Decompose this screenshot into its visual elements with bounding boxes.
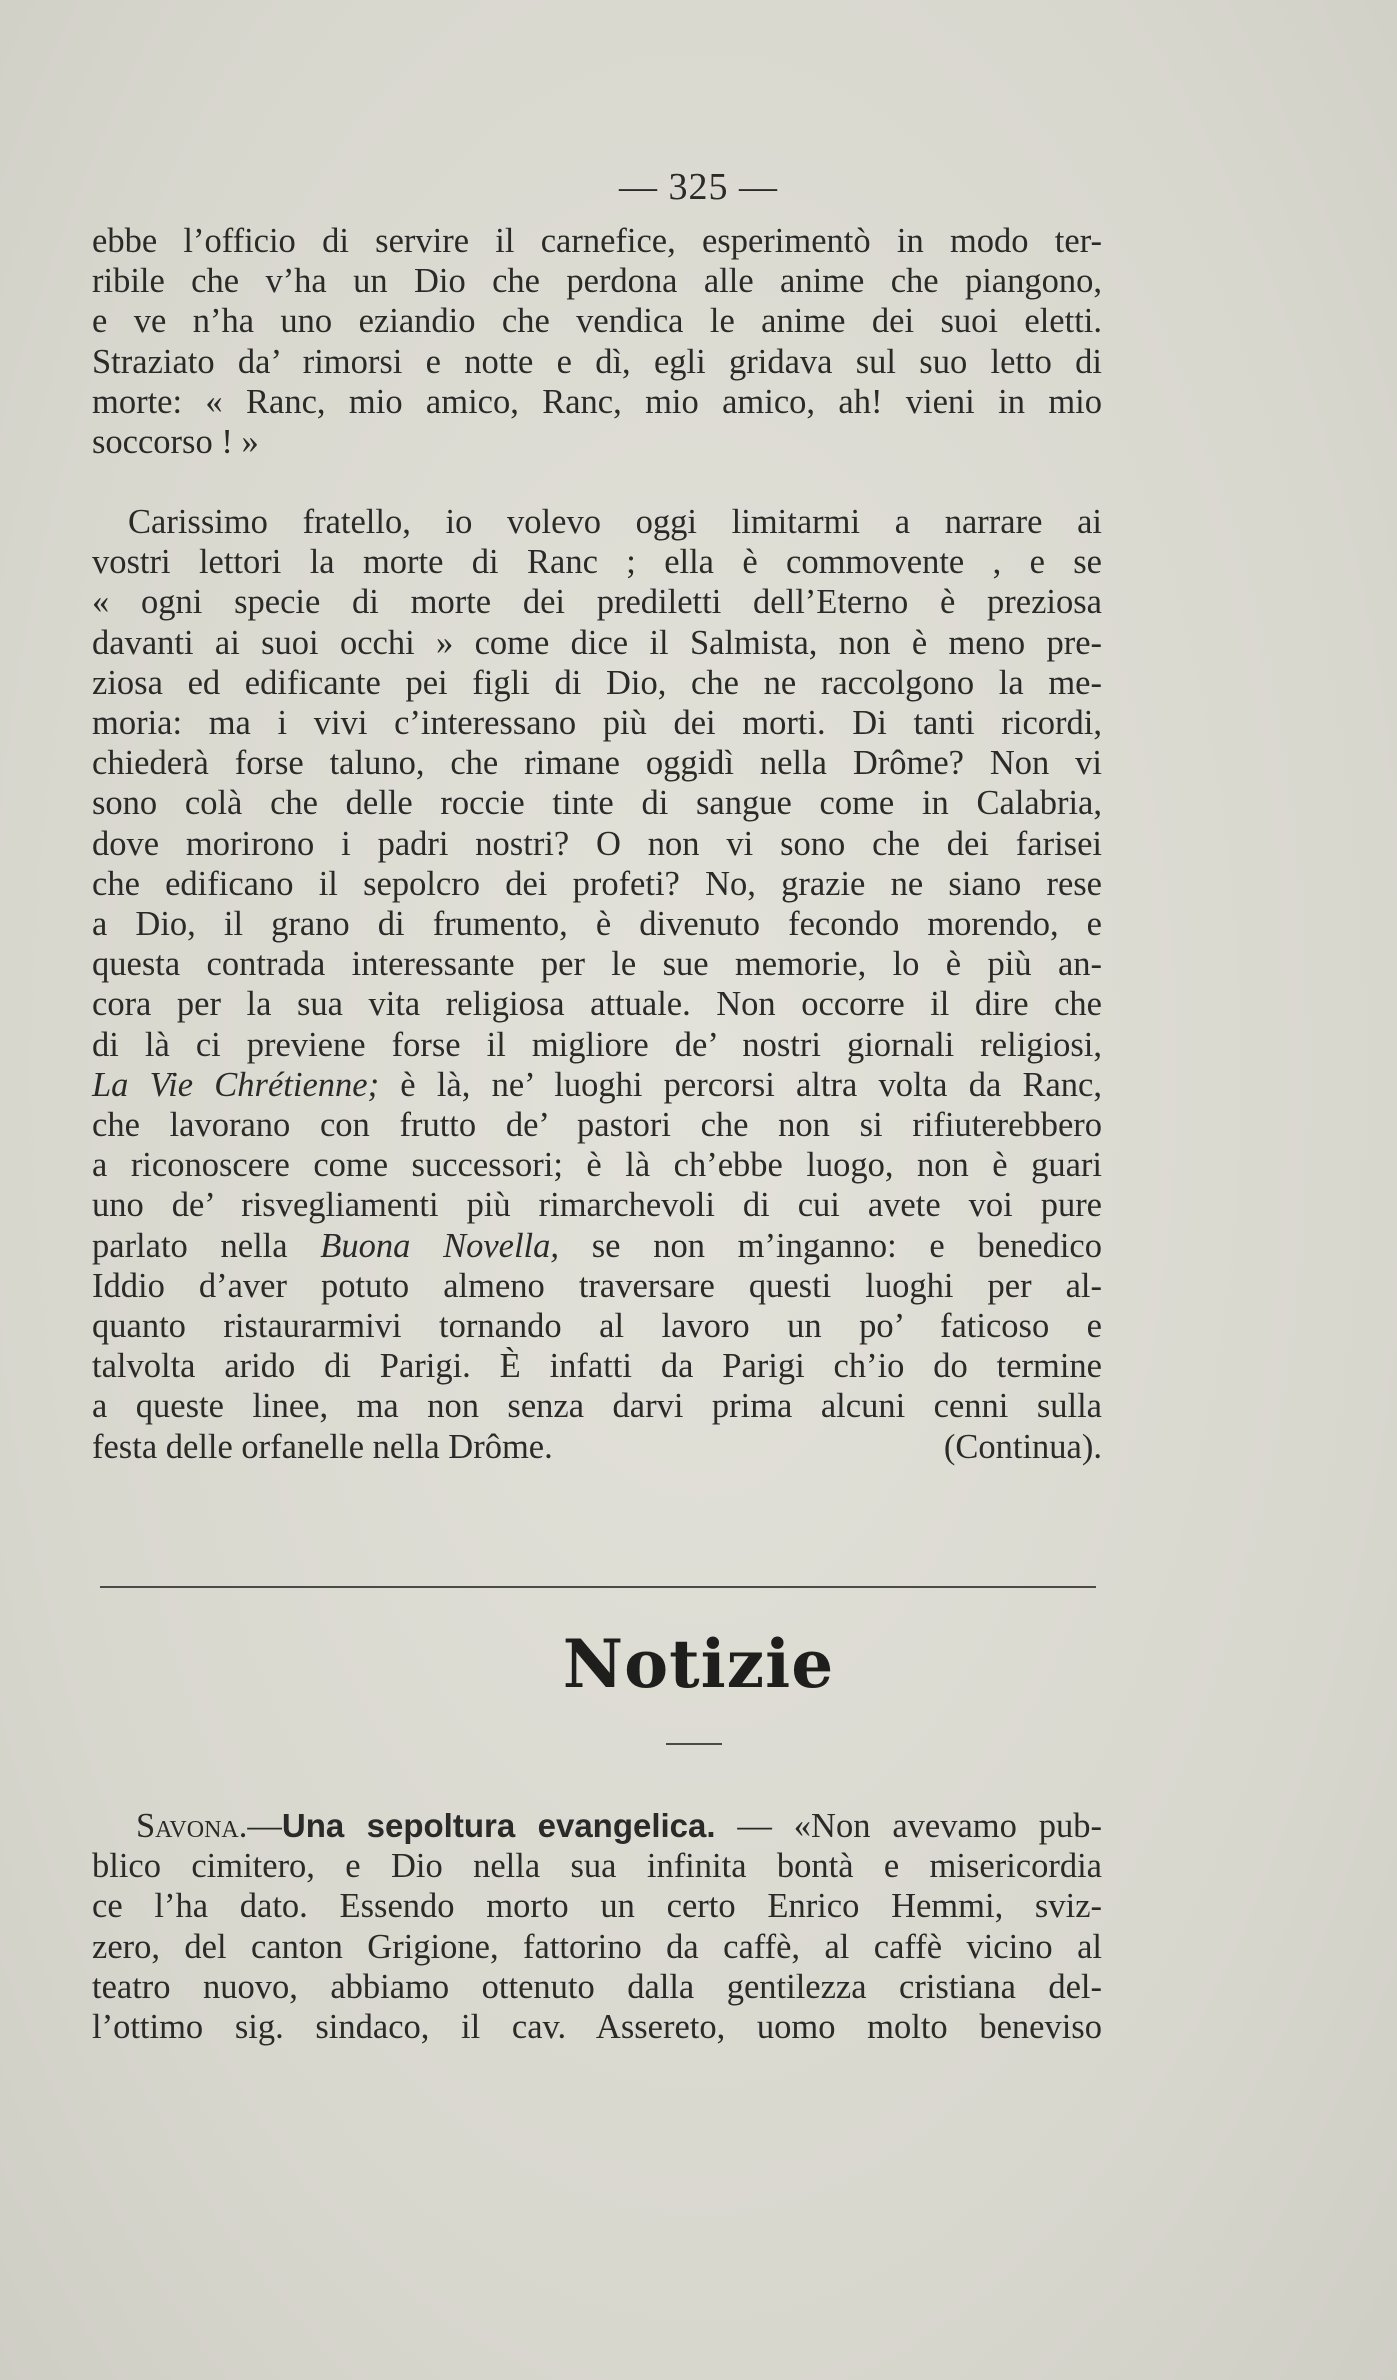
page-number: — 325 —: [619, 166, 778, 208]
text-line: davanti ai suoi occhi » come dice il Salmista, non è meno pre-: [92, 623, 1102, 662]
text-line: « ogni specie di morte dei prediletti dell’Eterno è preziosa: [92, 583, 1102, 622]
section-divider: [100, 1586, 1096, 1588]
text-line: ribile che v’ha un Dio che perdona alle anime che piangono,: [92, 262, 1102, 301]
text-line: ce l’ha dato. Essendo morto un certo Enrico Hemmi, sviz-: [92, 1887, 1102, 1926]
text-line: [92, 1065, 1102, 1105]
text-line: sono colà che delle roccie tinte di sangue come in Calabria,: [92, 784, 1102, 823]
text-line: e ve n’ha uno eziandio che vendica le anime dei suoi eletti.: [92, 302, 1102, 341]
text-fragment: festa delle orfanelle nella Drôme.: [92, 1427, 553, 1466]
text-line: l’ottimo sig. sindaco, il cav. Assereto, uomo molto beneviso: [92, 2008, 1102, 2047]
text-line: [92, 1226, 1102, 1266]
text-line: morte: « Ranc, mio amico, Ranc, mio amico, ah! vieni in mio: [92, 382, 1102, 421]
text-line: questa contrada interessante per le sue memorie, lo è più an-: [92, 945, 1102, 984]
text-line: soccorso ! »: [92, 423, 259, 462]
paragraph-1: [92, 221, 1102, 462]
text-line: teatro nuovo, abbiamo ottenuto dalla gentilezza cristiana del-: [92, 1967, 1102, 2006]
text-line: blico cimitero, e Dio nella sua infinita bontà e misericordia: [92, 1847, 1102, 1886]
text-line: Iddio d’aver potuto almeno traversare questi luoghi per al-: [92, 1266, 1102, 1305]
text-line: uno de’ risvegliamenti più rimarchevoli di cui avete voi pure: [92, 1186, 1102, 1225]
text-line: Carissimo fratello, io volevo oggi limitarmi a narrare ai: [128, 503, 1102, 541]
news-dash: —: [247, 1807, 282, 1845]
text-fragment: è là, ne’ luoghi percorsi altra volta da Ranc,: [379, 1065, 1102, 1104]
text-line: chiederà forse taluno, che rimane oggidì nella Drôme? Non vi: [92, 744, 1102, 783]
text-line: a riconoscere come successori; è là ch’ebbe luogo, non è guari: [92, 1146, 1102, 1185]
text-line: zero, del canton Grigione, fattorino da caffè, al caffè vicino al: [92, 1927, 1102, 1966]
text-line: moria: ma i vivi c’interessano più dei morti. Di tanti ricordi,: [92, 704, 1102, 743]
news-place: Savona.: [136, 1807, 248, 1845]
text-line: vostri lettori la morte di Ranc ; ella è commovente , e se: [92, 543, 1102, 582]
text-line: ziosa ed edificante pei figli di Dio, che ne raccolgono la me-: [92, 663, 1102, 702]
text-line: [92, 1806, 1102, 1846]
text-line: cora per la sua vita religiosa attuale. Non occorre il dire che: [92, 985, 1102, 1024]
news-paragraph: [92, 1806, 1102, 2047]
text-line: che edificano il sepolcro dei profeti? No, grazie ne siano rese: [92, 864, 1102, 903]
text-fragment: parlato nella: [92, 1226, 321, 1265]
text-fragment: — «Non avevamo pub-: [715, 1807, 1102, 1845]
section-title: Notizie: [562, 1625, 835, 1703]
continua-note: (Continua).: [943, 1427, 1102, 1466]
text-line: a queste linee, ma non senza darvi prima alcuni cenni sulla: [92, 1387, 1102, 1426]
text-line: ebbe l’officio di servire il carnefice, esperimentò in modo ter-: [92, 222, 1102, 260]
text-line: Straziato da’ rimorsi e notte e dì, egli gridava sul suo letto di: [92, 342, 1102, 381]
news-headline: Una sepoltura evangelica.: [281, 1807, 716, 1844]
italic-title: La Vie Chrétienne;: [92, 1065, 380, 1104]
text-line: di là ci previene forse il migliore de’ nostri giornali religiosi,: [92, 1025, 1102, 1064]
italic-title: Buona Novella,: [320, 1226, 560, 1265]
text-line: a Dio, il grano di frumento, è divenuto fecondo morendo, e: [92, 905, 1102, 944]
text-fragment: se non m’inganno: e benedico: [559, 1226, 1102, 1265]
paragraph-2: [92, 502, 1102, 1467]
text-line: talvolta arido di Parigi. È infatti da Parigi ch’io do termine: [92, 1347, 1102, 1386]
text-line: quanto ristaurarmivi tornando al lavoro un po’ faticoso e: [92, 1307, 1102, 1346]
text-line: dove morirono i padri nostri? O non vi sono che dei farisei: [92, 824, 1102, 863]
text-line: [92, 1427, 1102, 1467]
text-line: che lavorano con frutto de’ pastori che non si rifiuterebbero: [92, 1106, 1102, 1145]
title-underline: [666, 1743, 722, 1745]
